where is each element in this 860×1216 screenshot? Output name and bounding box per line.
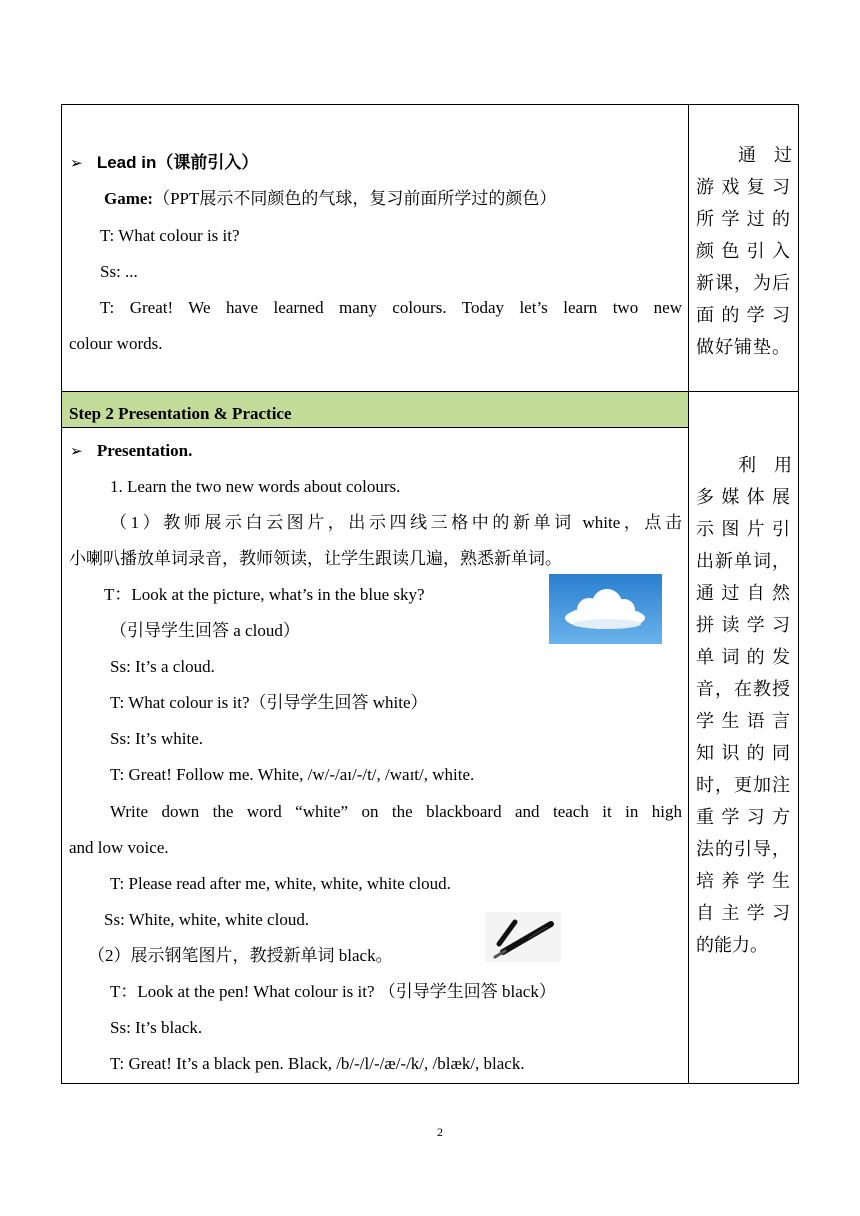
side-note-line: 的能力。 <box>696 935 768 955</box>
side-note-line: 所学过的 <box>696 209 790 229</box>
side-note-line: 通 过 <box>738 145 792 165</box>
table-border-bottom <box>61 1083 799 1084</box>
side-note-line: 培养学生 <box>696 871 790 891</box>
lead-in-title: Lead in <box>96 153 157 172</box>
lead-in-line-2: Ss: ... <box>100 262 138 281</box>
side-note-line: 拼读学习 <box>696 615 790 635</box>
side-note-line: 多媒体展 <box>696 487 790 507</box>
dialog-line: T：Look at the pen! What colour is it? （引导学生回答 black） <box>110 982 556 1001</box>
page-number: 2 <box>437 1125 443 1139</box>
step2-header-border <box>61 427 689 428</box>
side-note-line: 通过自然 <box>696 583 790 603</box>
side-note-line: 时，更加注 <box>696 775 790 795</box>
side-note-line: 出新单词， <box>696 551 790 571</box>
dialog-line: Write down the word “white” on the blackboard and teach it in high <box>110 802 682 821</box>
presentation-title: Presentation. <box>96 441 193 460</box>
dialog-line: T: Please read after me, white, white, white cloud. <box>110 874 451 893</box>
side-note-line: 重学习方 <box>696 807 790 827</box>
side-note-line: 新课，为后 <box>696 273 790 293</box>
presentation-heading <box>70 441 192 461</box>
dialog-line: T: Great! Follow me. White, /w/-/aɪ/-/t/, /waɪt/, white. <box>110 765 475 784</box>
side-note-line: 做好铺垫。 <box>696 337 790 357</box>
dialog-line: T：Look at the picture, what’s in the blue sky? <box>104 585 425 604</box>
side-note-line: 自主学习 <box>696 903 790 923</box>
dialog-line: T: What colour is it?（引导学生回答 white） <box>110 693 428 712</box>
dialog-line: Ss: It’s white. <box>110 729 204 748</box>
game-label: Game: <box>104 189 154 208</box>
lead-in-line-1: T: What colour is it? <box>100 226 240 245</box>
bullet-icon: ➢ <box>70 154 83 172</box>
step2-header: Step 2 Presentation & Practice <box>69 404 292 423</box>
side-note-line: 利 用 <box>738 455 792 475</box>
table-border-left <box>61 104 62 1084</box>
side-note-line: 游戏复习 <box>696 177 790 197</box>
lead-in-title-cn: （课前引入） <box>156 153 259 172</box>
side-note-line: 知识的同 <box>696 743 790 763</box>
side-note-line: 示图片引 <box>696 519 790 539</box>
cloud-image <box>549 574 662 644</box>
lead-in-heading <box>70 153 258 173</box>
side-note-line: 单词的发 <box>696 647 790 667</box>
dialog-line: T: Great! It’s a black pen. Black, /b/-/l/-/æ/-/k/, /blæk/, black. <box>110 1054 525 1073</box>
dialog-line: （引导学生回答 a cloud） <box>110 621 300 640</box>
item-1: 1. Learn the two new words about colours. <box>110 477 401 496</box>
para-1a: （1）教师展示白云图片，出示四线三格中的新单词 white，点击 <box>110 513 682 532</box>
side-note-line: 法的引导， <box>696 839 790 859</box>
lead-in-line-4: colour words. <box>69 334 163 353</box>
side-note-line: 面的学习 <box>696 305 790 325</box>
game-text: （PPT展示不同颜色的气球，复习前面所学过的颜色） <box>153 189 557 208</box>
pen-image <box>485 912 561 962</box>
para-1b: 小喇叭播放单词录音，教师领读，让学生跟读几遍，熟悉新单词。 <box>69 549 562 568</box>
dialog-line: （2）展示钢笔图片，教授新单词 black。 <box>88 946 393 965</box>
dialog-line: Ss: It’s a cloud. <box>110 657 215 676</box>
side-note-line: 音，在教授 <box>696 679 790 699</box>
dialog-line: Ss: It’s black. <box>110 1018 203 1037</box>
table-border-right <box>798 104 799 1084</box>
side-note-line: 学生语言 <box>696 711 790 731</box>
dialog-line: and low voice. <box>69 838 169 857</box>
side-note-line: 颜色引入 <box>696 241 790 261</box>
lead-in-line-3: T: Great! We have learned many colours. Today let’s learn two new <box>100 298 682 317</box>
game-line <box>104 189 556 209</box>
table-divider-vertical <box>688 104 689 1084</box>
bullet-icon: ➢ <box>70 442 83 460</box>
dialog-line: Ss: White, white, white cloud. <box>104 910 310 929</box>
